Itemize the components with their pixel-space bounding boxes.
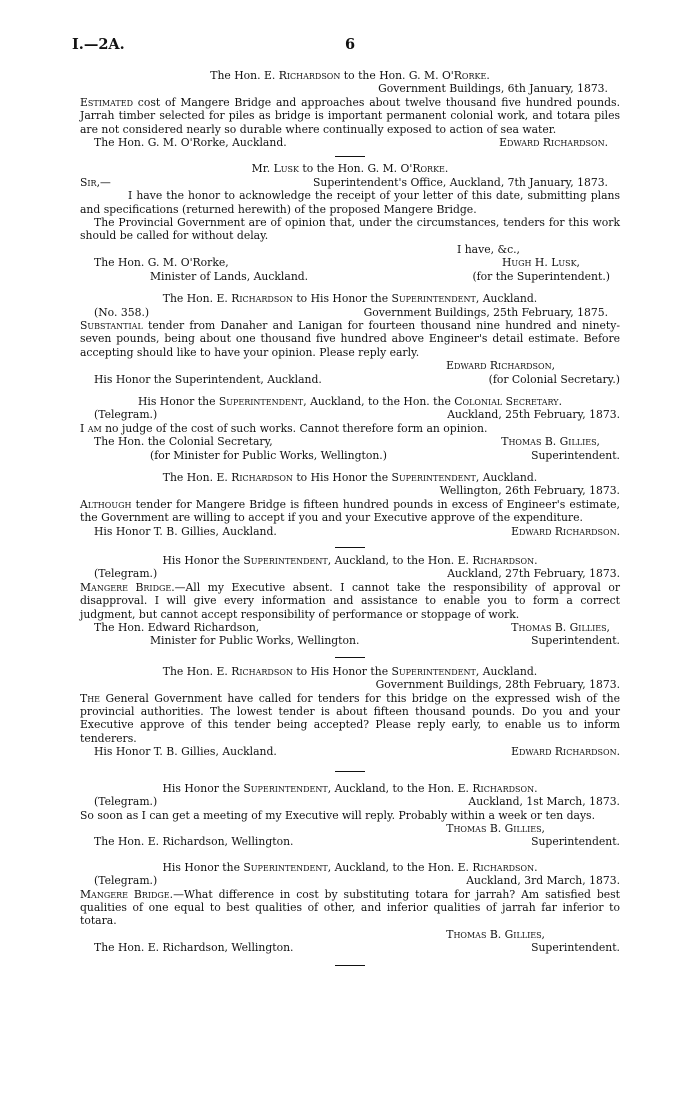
- letter-footer: [80, 270, 620, 283]
- correspondence: [80, 69, 620, 966]
- letter-addressee: His Honor T. B. Gillies, Auckland.: [94, 745, 277, 759]
- letter-dateline: [80, 874, 620, 887]
- letter-signature-note: (for Colonial Secretary.): [488, 372, 620, 386]
- letter-footer: [80, 256, 620, 269]
- letter-signature: Thomas B. Gillies,: [511, 621, 610, 635]
- letter-footer: [80, 435, 620, 448]
- letter-closing: I have, &c.,: [457, 242, 520, 256]
- letter-heading: His Honor the Superintendent, Auckland, to the Hon. E. Richardson.: [162, 860, 538, 874]
- letter-reference: (Telegram.): [94, 408, 158, 422]
- letter-signature-title: Superintendent.: [531, 634, 620, 648]
- letter-reference: (Telegram.): [94, 795, 158, 809]
- letter: [80, 162, 620, 283]
- letter-place-date: Auckland, 1st March, 1873.: [468, 795, 620, 809]
- letter-dateline: Government Buildings, 6th January, 1873.: [378, 82, 608, 96]
- letter-heading: The Hon. E. Richardson to His Honor the Superintendent, Auckland.: [162, 292, 538, 306]
- letter-footer: [80, 449, 620, 462]
- section-divider: [80, 771, 620, 772]
- page-header: [72, 36, 628, 56]
- letter-addressee: Minister of Lands, Auckland.: [150, 269, 309, 283]
- letter-signature: Edward Richardson,: [446, 359, 555, 373]
- letter-dateline: [80, 408, 620, 421]
- letter-body: The General Government have called for tenders for this bridge on the expressed wish of the provincial authorities. The lowest tender is about fifteen thousand pounds. Do you and your Executive approve of this tender being accepted? Please reply early, to enable us to inform tenderers.: [80, 691, 620, 745]
- letter-signature-title: Superintendent.: [531, 835, 620, 849]
- letter-signature-title: Superintendent.: [531, 448, 620, 462]
- letter-heading: His Honor the Superintendent, Auckland, to the Hon. E. Richardson.: [162, 554, 538, 567]
- letter-body: So soon as I can get a meeting of my Executive will reply. Probably within a week or ten days.: [80, 808, 596, 822]
- letter-body: Mangere Bridge.—All my Executive absent. I cannot take the responsibility of approval or disapproval. I will give every information and assistance to enable you to form a correct judgment, but cannot accept responsibility of performance or stoppage of work.: [80, 580, 620, 621]
- letter-body: I am no judge of the cost of such works. Cannot therefore form an opinion.: [80, 421, 488, 435]
- letter-signature: Hugh H. Lusk,: [501, 256, 580, 270]
- letter-addressee: The Hon. G. M. O'Rorke, Auckland.: [94, 136, 287, 150]
- letter-heading: His Honor the Superintendent, Auckland, to the Hon. E. Richardson.: [162, 781, 538, 795]
- letter-paragraph: The Provincial Government are of opinion that, under the circumstances, tenders for this work should be called for without delay.: [80, 216, 620, 243]
- letter: [80, 292, 620, 386]
- letter-signature: Thomas B. Gillies,: [446, 927, 545, 941]
- letter-addressee: His Honor T. B. Gillies, Auckland.: [94, 524, 277, 538]
- letter-place-date: Superintendent's Office, Auckland, 7th January, 1873.: [313, 175, 608, 189]
- section-divider: [80, 657, 620, 658]
- letter: [80, 554, 620, 648]
- letter-place-date: Auckland, 25th February, 1873.: [447, 408, 620, 422]
- paper-reference: I.—2A.: [72, 36, 125, 53]
- letter-body: Substantial tender from Danaher and Lanigan for fourteen thousand nine hundred and ninety-seven pounds, being about one thousand five hundred above Engineer's detail estimate. Before accepting should like to have your opinion. Please reply early.: [80, 318, 620, 359]
- letter-addressee: The Hon. E. Richardson, Wellington.: [94, 835, 294, 849]
- letter-footer: [80, 745, 620, 758]
- letter-dateline: [80, 306, 620, 319]
- letter-signature: Edward Richardson.: [511, 745, 620, 759]
- letter-body: Mangere Bridge.—What difference in cost by substituting totara for jarrah? Am satisfied best qualities of one equal to best qualities of other, and inferior qualities of jarrah far inferior to totara.: [80, 887, 620, 928]
- letter-place-date: Auckland, 3rd March, 1873.: [466, 874, 620, 888]
- letter-footer: [80, 373, 620, 386]
- letter: [80, 471, 620, 538]
- letter-signature: Thomas B. Gillies,: [446, 821, 545, 835]
- letter-reference: (No. 358.): [94, 305, 150, 319]
- letter-dateline: [80, 567, 620, 580]
- letter-reference: (Telegram.): [94, 874, 158, 888]
- letter-place-date: Auckland, 27th February, 1873.: [447, 567, 620, 581]
- letter-addressee: The Hon. Edward Richardson,: [94, 621, 260, 635]
- letter-addressee: The Hon. E. Richardson, Wellington.: [94, 941, 294, 955]
- letter: [80, 665, 620, 759]
- letter-body: Estimated cost of Mangere Bridge and approaches about twelve thousand five hundred pounds. Jarrah timber selected for piles as bridge is important permanent colonial work, and totara piles are not considered nearly so durable where continually exposed to action of sea water.: [80, 95, 620, 136]
- letter-footer: [80, 941, 620, 954]
- letter: [80, 861, 620, 955]
- letter: [80, 69, 620, 149]
- letter-footer: [80, 136, 620, 149]
- page-number: 6: [344, 36, 356, 53]
- letter-signature: (for the Superintendent.): [472, 269, 610, 283]
- letter-footer: [80, 525, 620, 538]
- section-divider: [80, 547, 620, 548]
- section-divider: [80, 156, 620, 157]
- letter-signature: Edward Richardson.: [499, 136, 608, 150]
- letter-body: Although tender for Mangere Bridge is fifteen hundred pounds in excess of Engineer's estimate, the Government are willing to accept if you and your Executive approve of the expenditure.: [80, 497, 620, 525]
- letter-dateline: Wellington, 26th February, 1873.: [439, 484, 620, 498]
- letter-footer: [80, 634, 620, 647]
- letter-heading: The Hon. E. Richardson to His Honor the Superintendent, Auckland.: [162, 664, 538, 678]
- letter-addressee: The Hon. the Colonial Secretary,: [94, 435, 273, 449]
- letter-footer: [80, 621, 620, 634]
- letter-heading: The Hon. E. Richardson to His Honor the Superintendent, Auckland.: [162, 470, 538, 484]
- letter-addressee: (for Minister for Public Works, Wellington.): [150, 448, 387, 462]
- letter-heading: The Hon. E. Richardson to the Hon. G. M. O'Rorke.: [210, 69, 490, 82]
- letter: [80, 395, 620, 462]
- letter-reference: (Telegram.): [94, 567, 158, 581]
- letter-heading: His Honor the Superintendent, Auckland, to the Hon. the Colonial Secretary.: [137, 394, 563, 408]
- letter-signature: Thomas B. Gillies,: [501, 435, 600, 449]
- letter-heading: Mr. Lusk to the Hon. G. M. O'Rorke.: [251, 162, 449, 176]
- letter-paragraph: I have the honor to acknowledge the receipt of your letter of this date, submitting plans and specifications (returned herewith) of the proposed Mangere Bridge.: [80, 189, 620, 216]
- letter-addressee: His Honor the Superintendent, Auckland.: [94, 372, 322, 386]
- letter-dateline: Government Buildings, 28th February, 1873.: [375, 678, 620, 692]
- letter-signature-title: Superintendent.: [531, 941, 620, 955]
- letter-addressee: Minister for Public Works, Wellington.: [150, 634, 360, 648]
- letter: [80, 782, 620, 849]
- letter-dateline: [80, 176, 620, 189]
- letter-dateline: [80, 795, 620, 808]
- letter-signature: Edward Richardson.: [511, 524, 620, 538]
- salutation: Sir,—: [80, 175, 111, 189]
- letter-footer: [80, 835, 620, 848]
- section-divider: [80, 965, 620, 966]
- letter-place-date: Government Buildings, 25th February, 1875.: [363, 305, 608, 319]
- letter-addressee: The Hon. G. M. O'Rorke,: [94, 256, 229, 270]
